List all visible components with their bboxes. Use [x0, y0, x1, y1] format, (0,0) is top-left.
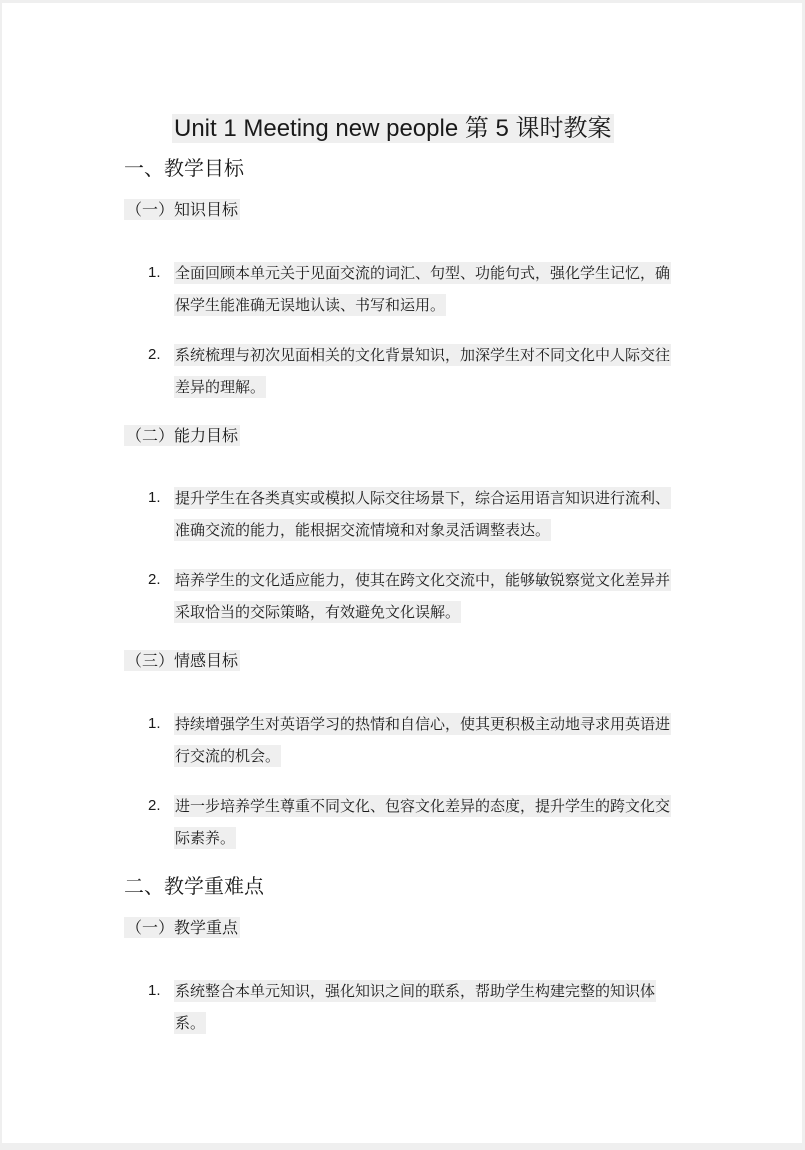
list-item-text: 进一步培养学生尊重不同文化、包容文化差异的态度，提升学生的跨文化交际素养。	[175, 797, 671, 847]
subsection-heading-ability-objectives	[124, 423, 240, 449]
page-title	[172, 111, 614, 147]
list-item	[148, 975, 688, 1039]
list-item-number: 1.	[148, 489, 161, 506]
subsection-heading-text: （一）教学重点	[126, 918, 239, 937]
subsection-heading-knowledge-objectives	[124, 197, 240, 223]
section-heading-text: 一、教学目标	[124, 156, 244, 180]
list-item-text: 培养学生的文化适应能力，使其在跨文化交流中，能够敏锐察觉文化差异并采取恰当的交际策略，有效避免文化误解。	[175, 571, 671, 621]
list-item-text: 系统整合本单元知识，强化知识之间的联系，帮助学生构建完整的知识体系。	[175, 982, 656, 1032]
list-item-text: 持续增强学生对英语学习的热情和自信心，使其更积极主动地寻求用英语进行交流的机会。	[175, 715, 671, 765]
subsection-heading-teaching-focus	[124, 915, 240, 941]
section-heading-teaching-objectives	[124, 153, 244, 183]
document-page	[2, 3, 802, 1143]
subsection-heading-text: （一）知识目标	[126, 200, 239, 219]
list-item-text: 全面回顾本单元关于见面交流的词汇、句型、功能句式，强化学生记忆，确保学生能准确无误地认读、书写和运用。	[175, 264, 671, 314]
list-item	[148, 790, 688, 854]
list-item-text: 提升学生在各类真实或模拟人际交往场景下，综合运用语言知识进行流利、准确交流的能力，能根据交流情境和对象灵活调整表达。	[175, 489, 671, 539]
list-item	[148, 257, 688, 321]
list-item	[148, 564, 688, 628]
list-item-number: 1.	[148, 982, 161, 999]
list-item	[148, 482, 688, 546]
list-item-number: 2.	[148, 571, 161, 588]
list-item-number: 2.	[148, 797, 161, 814]
subsection-heading-text: （二）能力目标	[126, 426, 239, 445]
list-item-number: 1.	[148, 715, 161, 732]
list-item-number: 2.	[148, 346, 161, 363]
list-item-text: 系统梳理与初次见面相关的文化背景知识，加深学生对不同文化中人际交往差异的理解。	[175, 346, 671, 396]
section-heading-text: 二、教学重难点	[124, 874, 264, 898]
section-heading-key-difficult-points	[124, 871, 264, 901]
list-item	[148, 339, 688, 403]
list-item-number: 1.	[148, 264, 161, 281]
subsection-heading-text: （三）情感目标	[126, 651, 239, 670]
subsection-heading-emotional-objectives	[124, 648, 240, 674]
page-title-text: Unit 1 Meeting new people 第 5 课时教案	[174, 115, 612, 142]
list-item	[148, 708, 688, 772]
